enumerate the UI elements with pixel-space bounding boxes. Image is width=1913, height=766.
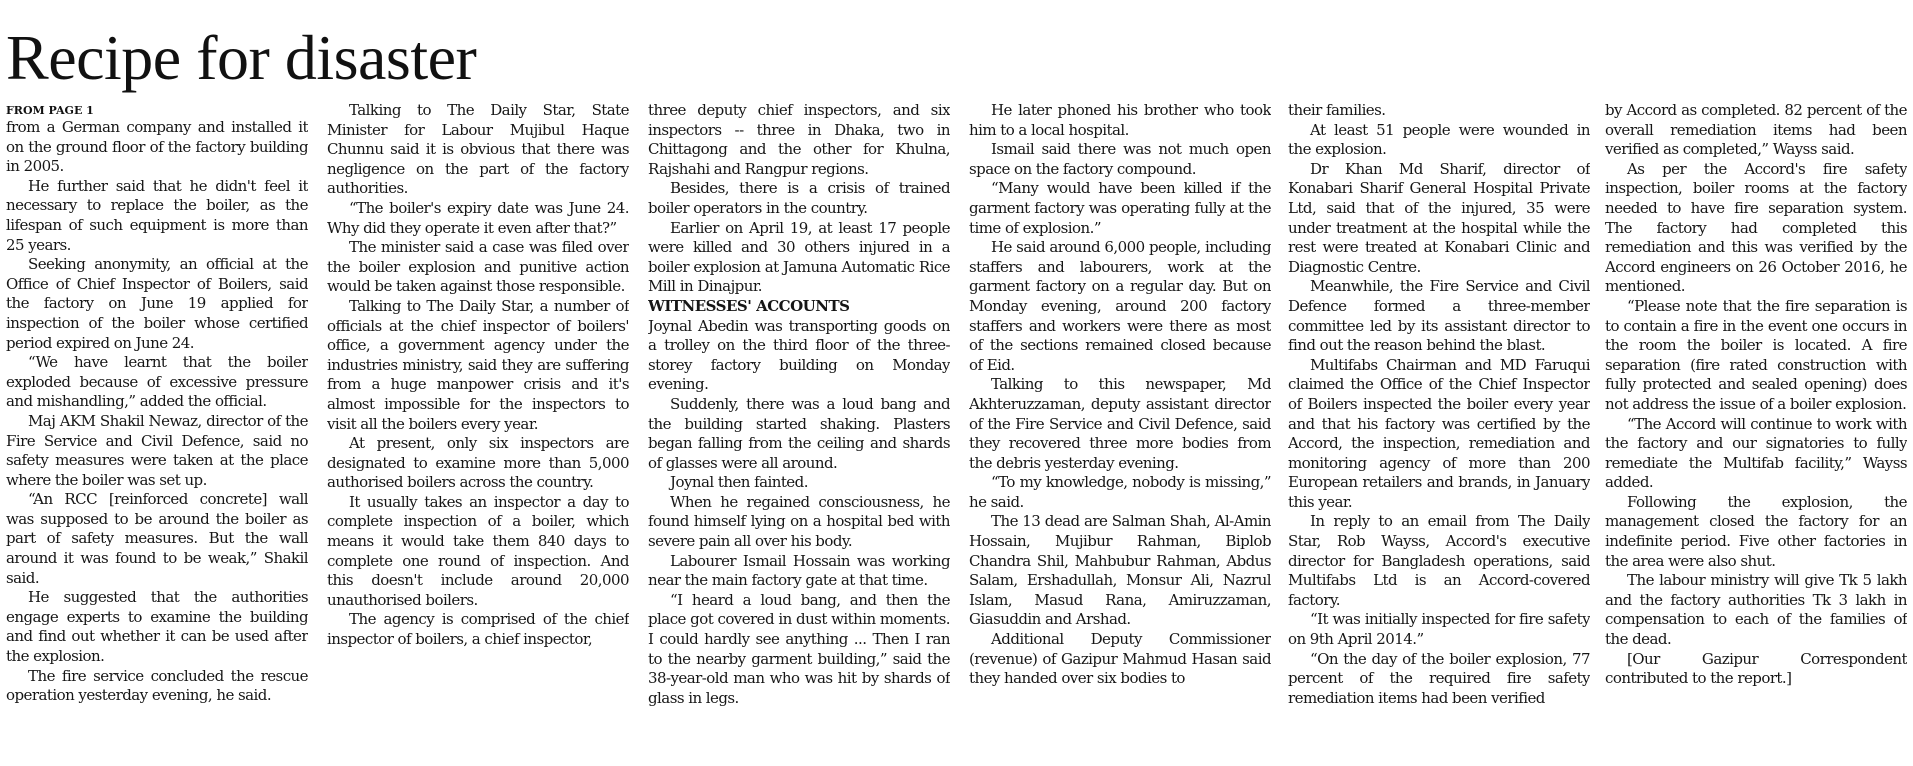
paragraph: “We have learnt that the boiler exploded because of excessive pressure and mishandling,” added the official. (6, 353, 308, 411)
paragraph: It usually takes an inspector a day to complete inspection of a boiler, which means it would take them 840 days to complete one round of inspection. And this doesn't include around 20,000 unauthorised boilers. (327, 492, 629, 609)
paragraph: Joynal then fainted. (670, 473, 808, 492)
paragraph: their families. (1288, 101, 1386, 119)
paragraph: “Please note that the fire separation is to contain a fire in the event one occurs in the room the boiler is located. A fire separation (fire rated construction with fully protected and sealed opening) does not address the issue of a boiler explosion. (1605, 296, 1907, 413)
paragraph: “I heard a loud bang, and then the place got covered in dust within moments. I could hardly see anything ... Then I ran to the nearby garment building,” said the 38-year-old man who was hit by shards of glass in legs. (648, 590, 950, 707)
paragraph: Labourer Ismail Hossain was working near the main factory gate at that time. (648, 551, 950, 590)
subheading: WITNESSES' ACCOUNTS (648, 296, 850, 315)
paragraph: “Many would have been killed if the garment factory was operating fully at the time of explosion.” (969, 179, 1271, 237)
paragraph: Joynal Abedin was transporting goods on a trolley on the third floor of the three-storey factory building on Monday evening. (648, 316, 950, 394)
paragraph: The fire service concluded the rescue operation yesterday evening, he said. (6, 666, 308, 705)
paragraph: “The boiler's expiry date was June 24. Why did they operate it even after that?” (327, 198, 629, 237)
paragraph: When he regained consciousness, he found himself lying on a hospital bed with severe pain all over his body. (648, 492, 950, 551)
paragraph: He later phoned his brother who took him to a local hospital. (969, 101, 1271, 139)
continuation-kicker: FROM PAGE 1 (6, 104, 94, 117)
paragraph: The labour ministry will give Tk 5 lakh and the factory authorities Tk 3 lakh in compensation to each of the families of the dead. (1605, 571, 1907, 649)
paragraph: Ismail said there was not much open space on the factory compound. (969, 140, 1271, 178)
article-column-6 (1605, 101, 1907, 766)
paragraph: three deputy chief inspectors, and six inspectors -- three in Dhaka, two in Chittagong and the other for Khulna, Rajshahi and Rangpur regions. (648, 101, 950, 178)
paragraph: He suggested that the authorities engage experts to examine the building and find out whether it can be used after the explosion. (6, 588, 308, 666)
paragraph: Seeking anonymity, an official at the Office of Chief Inspector of Boilers, said the factory on June 19 applied for inspection of the boiler whose certified period expired on June 24. (6, 255, 308, 352)
paragraph: Meanwhile, the Fire Service and Civil Defence formed a three-member committee led by its assistant director to find out the reason behind the blast. (1288, 277, 1590, 355)
article-column-1 (6, 118, 308, 766)
paragraph: “It was initially inspected for fire safety on 9th April 2014.” (1288, 610, 1590, 649)
paragraph: Following the explosion, the management closed the factory for an indefinite period. Five other factories in the area were also shut. (1605, 492, 1907, 570)
paragraph: Dr Khan Md Sharif, director of Konabari Sharif General Hospital Private Ltd, said that of the injured, 35 were under treatment at the hospital while the rest were treated at Konabari Clinic and Diagnostic Centre. (1288, 159, 1590, 276)
paragraph: In reply to an email from The Daily Star, Rob Wayss, Accord's executive director for Bangladesh operations, said Multifabs Ltd is an Accord-covered factory. (1288, 512, 1590, 609)
paragraph: “An RCC [reinforced concrete] wall was supposed to be around the boiler as part of safety measures. But the wall around it was found to be weak,” Shakil said. (6, 490, 308, 587)
paragraph: Maj AKM Shakil Newaz, director of the Fire Service and Civil Defence, said no safety measures were taken at the place where the boiler was set up. (6, 411, 308, 489)
paragraph: At least 51 people were wounded in the explosion. (1288, 120, 1590, 159)
paragraph: He said around 6,000 people, including staffers and labourers, work at the garment factory on a regular day. But on Monday evening, around 200 factory staffers and workers were there as most of the sections remained closed because of Eid. (969, 238, 1271, 374)
paragraph: “On the day of the boiler explosion, 77 percent of the required fire safety remediation items had been verified (1288, 649, 1590, 707)
paragraph: The 13 dead are Salman Shah, Al-Amin Hossain, Mujibur Rahman, Biplob Chandra Shil, Mahbubur Rahman, Abdus Salam, Ershadullah, Monsur Ali, Nazrul Islam, Masud Rana, Amiruzzaman, Giasuddin and Arshad. (969, 512, 1271, 629)
paragraph: [Our Gazipur Correspondent contributed to the report.] (1605, 649, 1907, 688)
paragraph: Multifabs Chairman and MD Faruqui claimed the Office of the Chief Inspector of Boilers inspected the boiler every year and that his factory was certified by the Accord, the inspection, remediation and monitoring agency of more than 200 European retailers and brands, in January this year. (1288, 355, 1590, 511)
paragraph: “The Accord will continue to work with the factory and our signatories to fully remediate the Multifab facility,” Wayss added. (1605, 414, 1907, 492)
paragraph: As per the Accord's fire safety inspection, boiler rooms at the factory needed to have fire separation system. The factory had completed this remediation and this was verified by the Accord engineers on 26 October 2016, he mentioned. (1605, 159, 1907, 296)
paragraph: He further said that he didn't feel it necessary to replace the boiler, as the lifespan of such equipment is more than 25 years. (6, 176, 308, 254)
paragraph: Suddenly, there was a loud bang and the building started shaking. Plasters began falling from the ceiling and shards of glasses were all around. (648, 394, 950, 472)
paragraph: Additional Deputy Commissioner (revenue) of Gazipur Mahmud Hasan said they handed over six bodies to (969, 630, 1271, 688)
paragraph: by Accord as completed. 82 percent of the overall remediation items had been verified as completed,” Wayss said. (1605, 101, 1907, 159)
article-column-3 (648, 101, 950, 766)
paragraph: “To my knowledge, nobody is missing,” he said. (969, 473, 1271, 511)
paragraph: Besides, there is a crisis of trained boiler operators in the country. (648, 179, 950, 217)
paragraph: At present, only six inspectors are designated to examine more than 5,000 authorised boilers across the country. (327, 434, 629, 492)
paragraph: The minister said a case was filed over the boiler explosion and punitive action would be taken against those responsible. (327, 238, 629, 296)
paragraph: Earlier on April 19, at least 17 people were killed and 30 others injured in a boiler explosion at Jamuna Automatic Rice Mill in Dinajpur. (648, 218, 950, 296)
paragraph: from a German company and installed it on the ground floor of the factory building in 2005. (6, 118, 308, 176)
paragraph: The agency is comprised of the chief inspector of boilers, a chief inspector, (327, 610, 629, 649)
paragraph: Talking to The Daily Star, State Minister for Labour Mujibul Haque Chunnu said it is obvious that there was negligence on the part of the factory authorities. (327, 101, 629, 198)
article-column-2 (327, 101, 629, 766)
article-column-4 (969, 101, 1271, 766)
headline: Recipe for disaster (6, 22, 477, 93)
paragraph: Talking to The Daily Star, a number of officials at the chief inspector of boilers' office, a government agency under the industries ministry, said they are suffering from a huge manpower crisis and it's almost impossible for the inspectors to visit all the boilers every year. (327, 296, 629, 433)
article-column-5 (1288, 101, 1590, 766)
paragraph: Talking to this newspaper, Md Akhteruzzaman, deputy assistant director of the Fire Service and Civil Defence, said they recovered three more bodies from the debris yesterday evening. (969, 375, 1271, 472)
